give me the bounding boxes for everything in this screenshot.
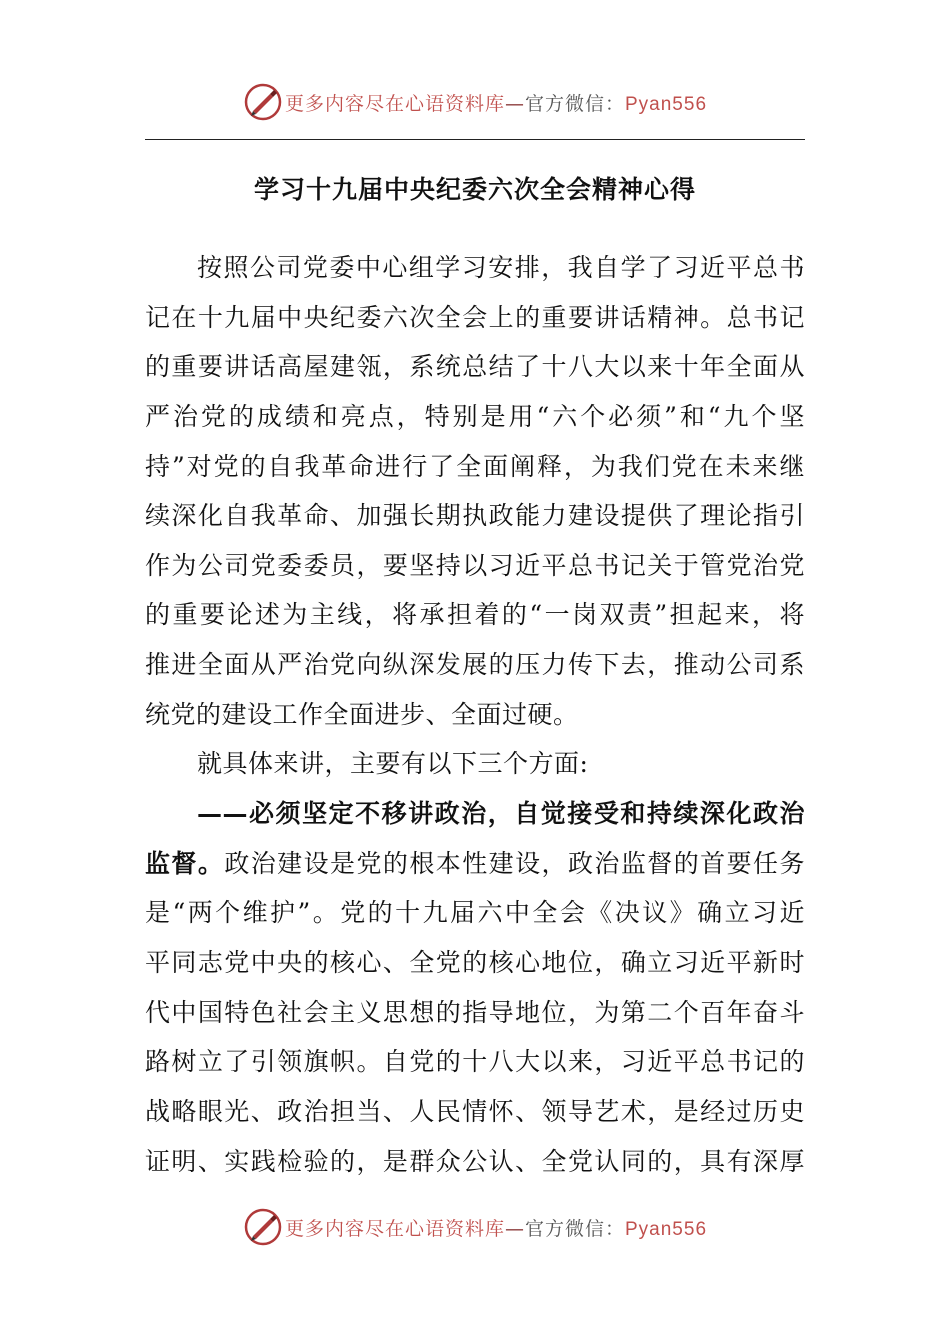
text-line: 平同志党中央的核心、全党的核心地位，确立习近平新时 — [145, 947, 805, 977]
banner-wechat-id: Pyan556 — [625, 93, 708, 115]
text-span: 政治建设是党的根本性建设，政治监督的首要任务 — [224, 848, 805, 878]
banner-brand: 更多内容尽在心语资料库 — [284, 1217, 505, 1240]
banner-wechat-label: 官方微信： — [524, 92, 625, 115]
header-banner — [0, 80, 950, 124]
text-line: 路树立了引领旗帜。自党的十八大以来，习近平总书记的 — [145, 1047, 805, 1077]
text-line: 严治党的成绩和亮点，特别是用“六个必须”和“九个坚 — [145, 401, 805, 431]
text-line: 推进全面从严治党向纵深发展的压力传下去，推动公司系 — [145, 650, 805, 680]
text-line: 战略眼光、政治担当、人民情怀、领导艺术，是经过历史 — [145, 1096, 805, 1126]
text-line — [145, 839, 805, 889]
text-line: 作为公司党委委员，要坚持以习近平总书记关于管党治党 — [145, 550, 805, 580]
banner-separator: — — [504, 92, 525, 115]
page-title: 学习十九届中央纪委六次全会精神心得 — [253, 175, 696, 204]
logo-icon — [243, 1207, 283, 1247]
text-line: 持”对党的自我革命进行了全面阐释，为我们党在未来继 — [145, 451, 805, 481]
text-line: 统党的建设工作全面进步、全面过硬。 — [145, 699, 579, 729]
banner-wechat-label: 官方微信： — [524, 1217, 625, 1240]
banner-text — [285, 1214, 707, 1241]
text-line: 按照公司党委中心组学习安排，我自学了习近平总书 — [197, 253, 805, 282]
section-heading: ——必须坚定不移讲政治，自觉接受和持续深化政治 — [197, 799, 805, 829]
header-divider — [145, 139, 805, 140]
section-heading-end: 监督。 — [145, 848, 225, 878]
text-line: 证明、实践检验的，是群众公认、全党认同的，具有深厚 — [145, 1146, 805, 1176]
text-line: 的重要论述为主线，将承担着的“一岗双责”担起来，将 — [145, 600, 805, 630]
footer-banner — [0, 1205, 950, 1249]
text-line: 就具体来讲，主要有以下三个方面: — [197, 749, 589, 779]
banner-text — [285, 89, 707, 116]
text-line: 的重要讲话高屋建瓴，系统总结了十八大以来十年全面从 — [145, 352, 805, 382]
banner-wechat-id: Pyan556 — [625, 1218, 708, 1240]
text-line: 续深化自我革命、加强长期执政能力建设提供了理论指引 — [145, 501, 805, 531]
text-line: 是“两个维护”。党的十九届六中全会《决议》确立习近 — [145, 898, 805, 928]
text-line: 代中国特色社会主义思想的指导地位，为第二个百年奋斗 — [145, 997, 805, 1027]
text-line: 记在十九届中央纪委六次全会上的重要讲话精神。总书记 — [145, 302, 805, 332]
banner-separator: — — [504, 1217, 525, 1240]
document-body — [145, 243, 805, 1186]
banner-brand: 更多内容尽在心语资料库 — [284, 92, 505, 115]
logo-icon — [243, 82, 283, 122]
